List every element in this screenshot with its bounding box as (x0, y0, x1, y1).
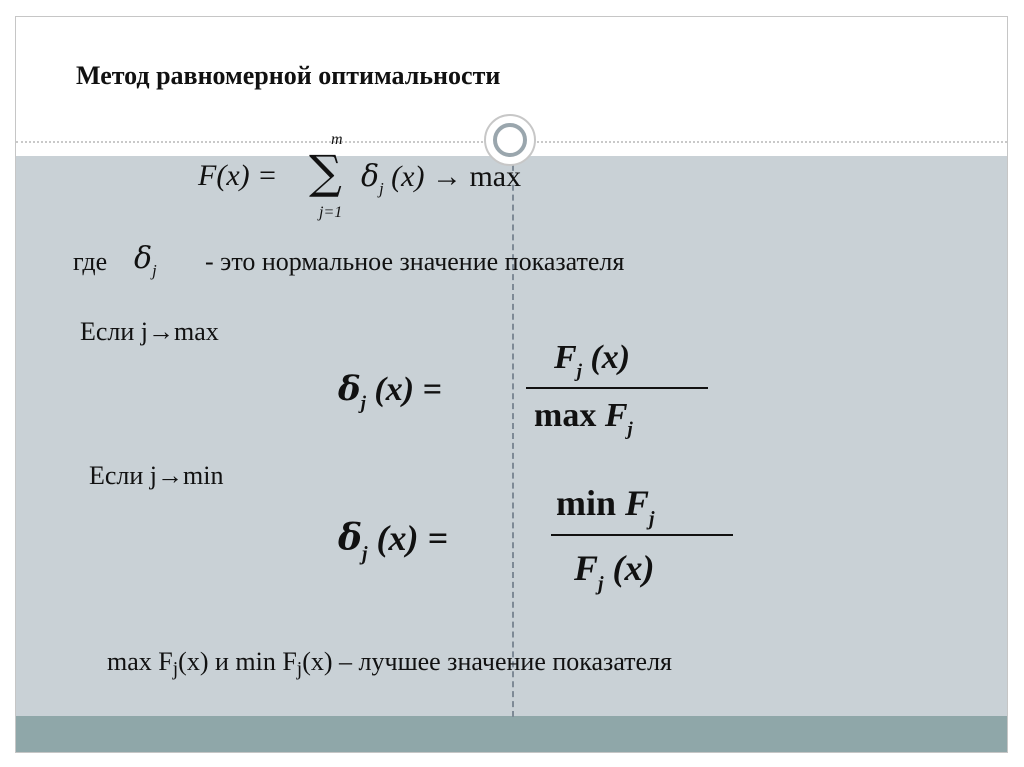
case-max-numerator: $F_j$ (x) (554, 339, 631, 383)
main-formula-lhs: F(x) = (198, 159, 278, 192)
case-max-lhs: $\delta_j$ (x) = (338, 369, 442, 415)
conclusion-text: max Fj(x) и min Fj(x) – лучшее значение показателя (107, 647, 673, 680)
ring-inner-icon (493, 123, 527, 157)
sum-symbol: ∑ (309, 145, 342, 199)
case-min-numerator: $\min F_j$ (556, 483, 655, 530)
case-max-denominator: $\max F_j$ (534, 397, 633, 441)
sum-lower-limit: j=1 (319, 204, 343, 221)
where-prefix: где (73, 247, 108, 276)
case-min-label: Если j→min (89, 461, 224, 490)
case-max-label: Если j→max (80, 317, 219, 346)
case-max-fraction-bar (526, 387, 708, 389)
main-formula-rhs: $\delta_j$ (x) → max (361, 159, 522, 199)
where-description: - это нормальное значение показателя (205, 247, 625, 276)
sum-upper-limit: m (331, 131, 343, 148)
vertical-guide-line (512, 145, 514, 717)
footer-band (16, 716, 1007, 753)
case-min-fraction-bar (551, 534, 733, 536)
slide (15, 16, 1008, 753)
case-min-lhs: $\delta_j$ (x) = (338, 517, 449, 565)
case-min-denominator: $F_j$ (x) (574, 548, 655, 595)
where-symbol: $\delta_j$ (134, 241, 157, 281)
slide-title: Метод равномерной оптимальности (76, 61, 501, 90)
